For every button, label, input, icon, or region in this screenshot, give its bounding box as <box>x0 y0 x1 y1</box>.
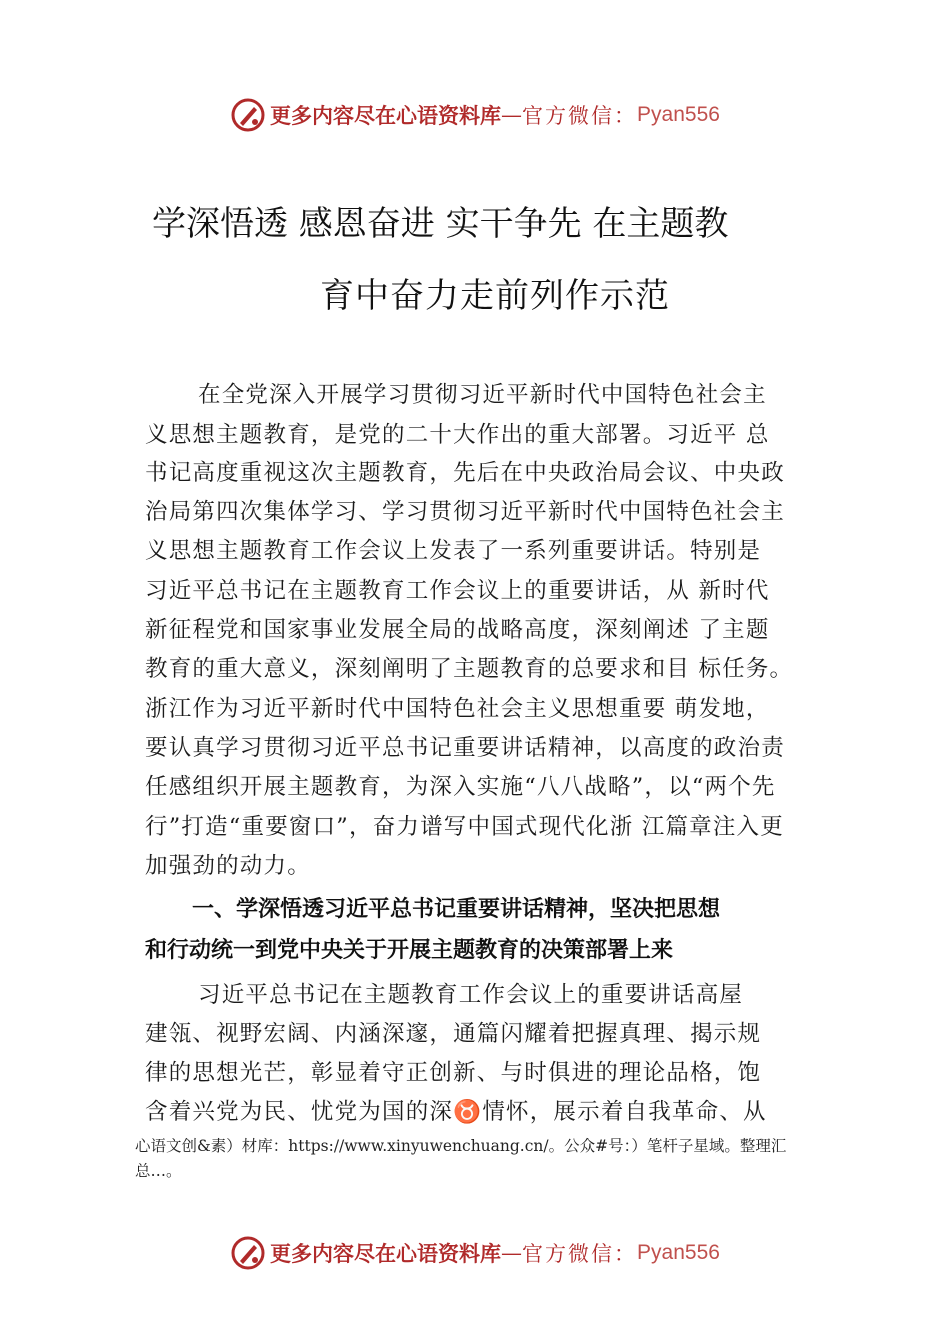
paragraph-1-line: 教育的重大意义，深刻阐明了主题教育的总要求和目 标任务。 <box>145 656 794 682</box>
paragraph-1-line: 新征程党和国家事业发展全局的战略高度，深刻阐述 了主题 <box>145 617 770 643</box>
banner-wechat-label: 官方微信： <box>522 1242 638 1266</box>
paragraph-1-line: 要认真学习贯彻习近平总书记重要讲话精神，以高度的政治责 <box>145 735 785 761</box>
paragraph-2-line: 律的思想光芒，彰显着守正创新、与时俱进的理论品格，饱 <box>145 1060 762 1086</box>
section-1-heading-line: 和行动统一到党中央关于开展主题教育的决策部署上来 <box>145 938 674 963</box>
section-1-heading-line: 一、学深悟透习近平总书记重要讲话精神，坚决把思想 <box>192 897 721 922</box>
paragraph-2-line: 含着兴党为民、忧党为国的深♉情怀，展示着自我革命、从 <box>145 1099 767 1125</box>
document-title-line-2: 育中奋力走前列作示范 <box>320 276 670 316</box>
source-footnote-line: 心语文创&素）材库：https://www.xinyuwenchuang.cn/。公众#号：）笔杆子星域。整理汇 <box>135 1137 787 1155</box>
pen-logo-icon <box>230 97 266 133</box>
paragraph-1-line: 书记高度重视这次主题教育，先后在中央政治局会议、中央政 <box>145 460 785 486</box>
banner-wechat-label: 官方微信： <box>522 104 638 128</box>
pen-logo-icon <box>230 1235 266 1271</box>
paragraph-2-line: 习近平总书记在主题教育工作会议上的重要讲话高屋 <box>198 982 744 1008</box>
paragraph-1-line: 加强劲的动力。 <box>145 853 311 879</box>
banner-main-text: 更多内容尽在心语资料库 <box>270 1241 502 1266</box>
paragraph-1-line: 浙江作为习近平新时代中国特色社会主义思想重要 萌发地， <box>145 696 770 722</box>
paragraph-2-line: 建瓴、视野宏阔、内涵深邃，通篇闪耀着把握真理、揭示规 <box>145 1021 762 1047</box>
source-footnote-line: 总…。 <box>135 1162 182 1180</box>
paragraph-1-line: 治局第四次集体学习、学习贯彻习近平新时代中国特色社会主 <box>145 499 785 525</box>
paragraph-1-line: 习近平总书记在主题教育工作会议上的重要讲话，从 新时代 <box>145 578 770 604</box>
paragraph-1-line: 任感组织开展主题教育，为深入实施“八八战略”，以“两个先 <box>145 774 776 800</box>
banner-separator: — <box>501 1241 523 1265</box>
paragraph-1-line: 在全党深入开展学习贯彻习近平新时代中国特色社会主 <box>198 382 767 408</box>
paragraph-1-line: 行”打造“重要窗口”，奋力谱写中国式现代化浙 江篇章注入更 <box>145 814 784 840</box>
paragraph-1-line: 义思想主题教育，是党的二十大作出的重大部署。习近平 总 <box>145 422 770 448</box>
header-banner <box>0 92 950 138</box>
banner-main-text: 更多内容尽在心语资料库 <box>270 103 502 128</box>
footer-banner <box>0 1230 950 1276</box>
paragraph-1-line: 义思想主题教育工作会议上发表了一系列重要讲话。特别是 <box>145 538 762 564</box>
banner-separator: — <box>501 103 523 127</box>
document-title-line-1: 学深悟透 感恩奋进 实干争先 在主题教 <box>152 204 729 244</box>
banner-wechat-id: Pyan556 <box>637 103 720 126</box>
banner-wechat-id: Pyan556 <box>637 1241 720 1264</box>
